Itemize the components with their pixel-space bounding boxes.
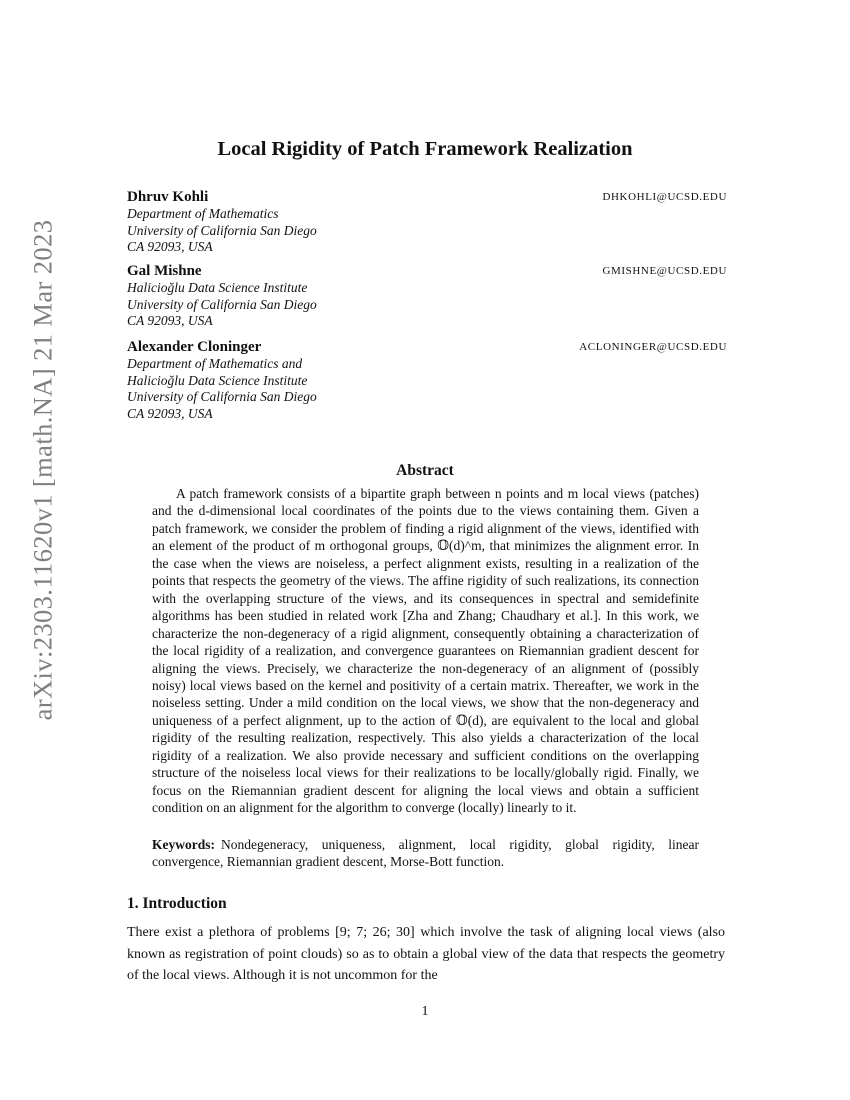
keywords-label: Keywords: [152, 837, 215, 852]
author-affiliation-line: Department of Mathematics and [127, 356, 303, 371]
author-block [127, 262, 727, 330]
abstract-text: A patch framework consists of a bipartite graph between n points and m local views (patches) and the d-dimensional local coordinates of the points due to the views containing them. Given a patch framework, we consider the problem of finding a rigid alignment of the views, identified with an element of the product of m orthogonal groups, 𝕆(d)^m, that minimizes the alignment error. In the case when the views are noiseless, a perfect alignment exists, resulting in a realization of the points that respects the geometry of the views. The affine rigidity of such realizations, its connection with the overlapping structure of the views, and its consequences in spectral and semidefinite algorithms has been studied in related work [Zha and Zhang; Chaudhary et al.]. In this work, we characterize the non-degeneracy of a rigid alignment, consequently obtaining a characterization of the local rigidity of a realization, and convergence guarantees on Riemannian gradient descent for aligning the views. Precisely, we characterize the non-degeneracy of an alignment of (possibly noisy) local views based on the kernel and positivity of a certain matrix. Thereafter, we work in the noiseless setting. Under a mild condition on the local views, we show that the non-degeneracy and uniqueness of a perfect alignment, up to the action of 𝕆(d), are equivalent to the local and global rigidity of the resulting realization, respectively. This also yields a characterization of the local rigidity of a realization. We also provide necessary and sufficient conditions on the overlapping structure of the noiseless local views for their realizations to be locally/globally rigid. Finally, we focus on the Riemannian gradient descent for aligning the local views and obtain a sufficient condition on an alignment for the algorithm to converge (locally) linearly to it. [152, 486, 699, 816]
author-email[interactable]: DHKOHLI@UCSD.EDU [602, 191, 727, 203]
author-email[interactable]: ACLONINGER@UCSD.EDU [579, 341, 727, 353]
author-block [127, 338, 727, 422]
author-block [127, 188, 727, 256]
author-affiliation-line: Department of Mathematics [127, 206, 279, 221]
author-affiliation-line: CA 92093, USA [127, 239, 213, 254]
author-affiliation-line: University of California San Diego [127, 296, 317, 312]
author-affiliation-line: CA 92093, USA [127, 405, 213, 421]
author-affiliation-line: University of California San Diego [127, 389, 317, 404]
paper-title: Local Rigidity of Patch Framework Realization [217, 138, 633, 160]
author-email[interactable]: GMISHNE@UCSD.EDU [602, 265, 727, 277]
author-name: Gal Mishne [127, 263, 202, 279]
introduction-text: There exist a plethora of problems [9; 7; 26; 30] which involve the task of aligning local views (also known as registration of point clouds) so as to obtain a global view of the data that respects the geometry of the local views. Although it is not uncommon for the [127, 925, 725, 983]
abstract-heading: Abstract [396, 462, 454, 479]
author-affiliation-line: CA 92093, USA [127, 313, 213, 328]
author-affiliation-line: Halicioğlu Data Science Institute [127, 372, 308, 388]
section-heading-introduction: 1. Introduction [127, 895, 227, 912]
author-affiliation-line: University of California San Diego [127, 222, 317, 238]
author-name: Alexander Cloninger [127, 339, 262, 355]
author-name: Dhruv Kohli [127, 189, 209, 205]
keywords-list: Nondegeneracy, uniqueness, alignment, local rigidity, global rigidity, linear convergence, Riemannian gradient descent, Morse-Bott function. [152, 837, 699, 870]
keywords-paragraph [152, 836, 699, 871]
author-affiliation-line: Halicioğlu Data Science Institute [127, 280, 308, 295]
page-number: 1 [421, 1004, 429, 1019]
arxiv-identifier: arXiv:2303.11620v1 [math.NA] 21 Mar 2023 [27, 219, 58, 721]
